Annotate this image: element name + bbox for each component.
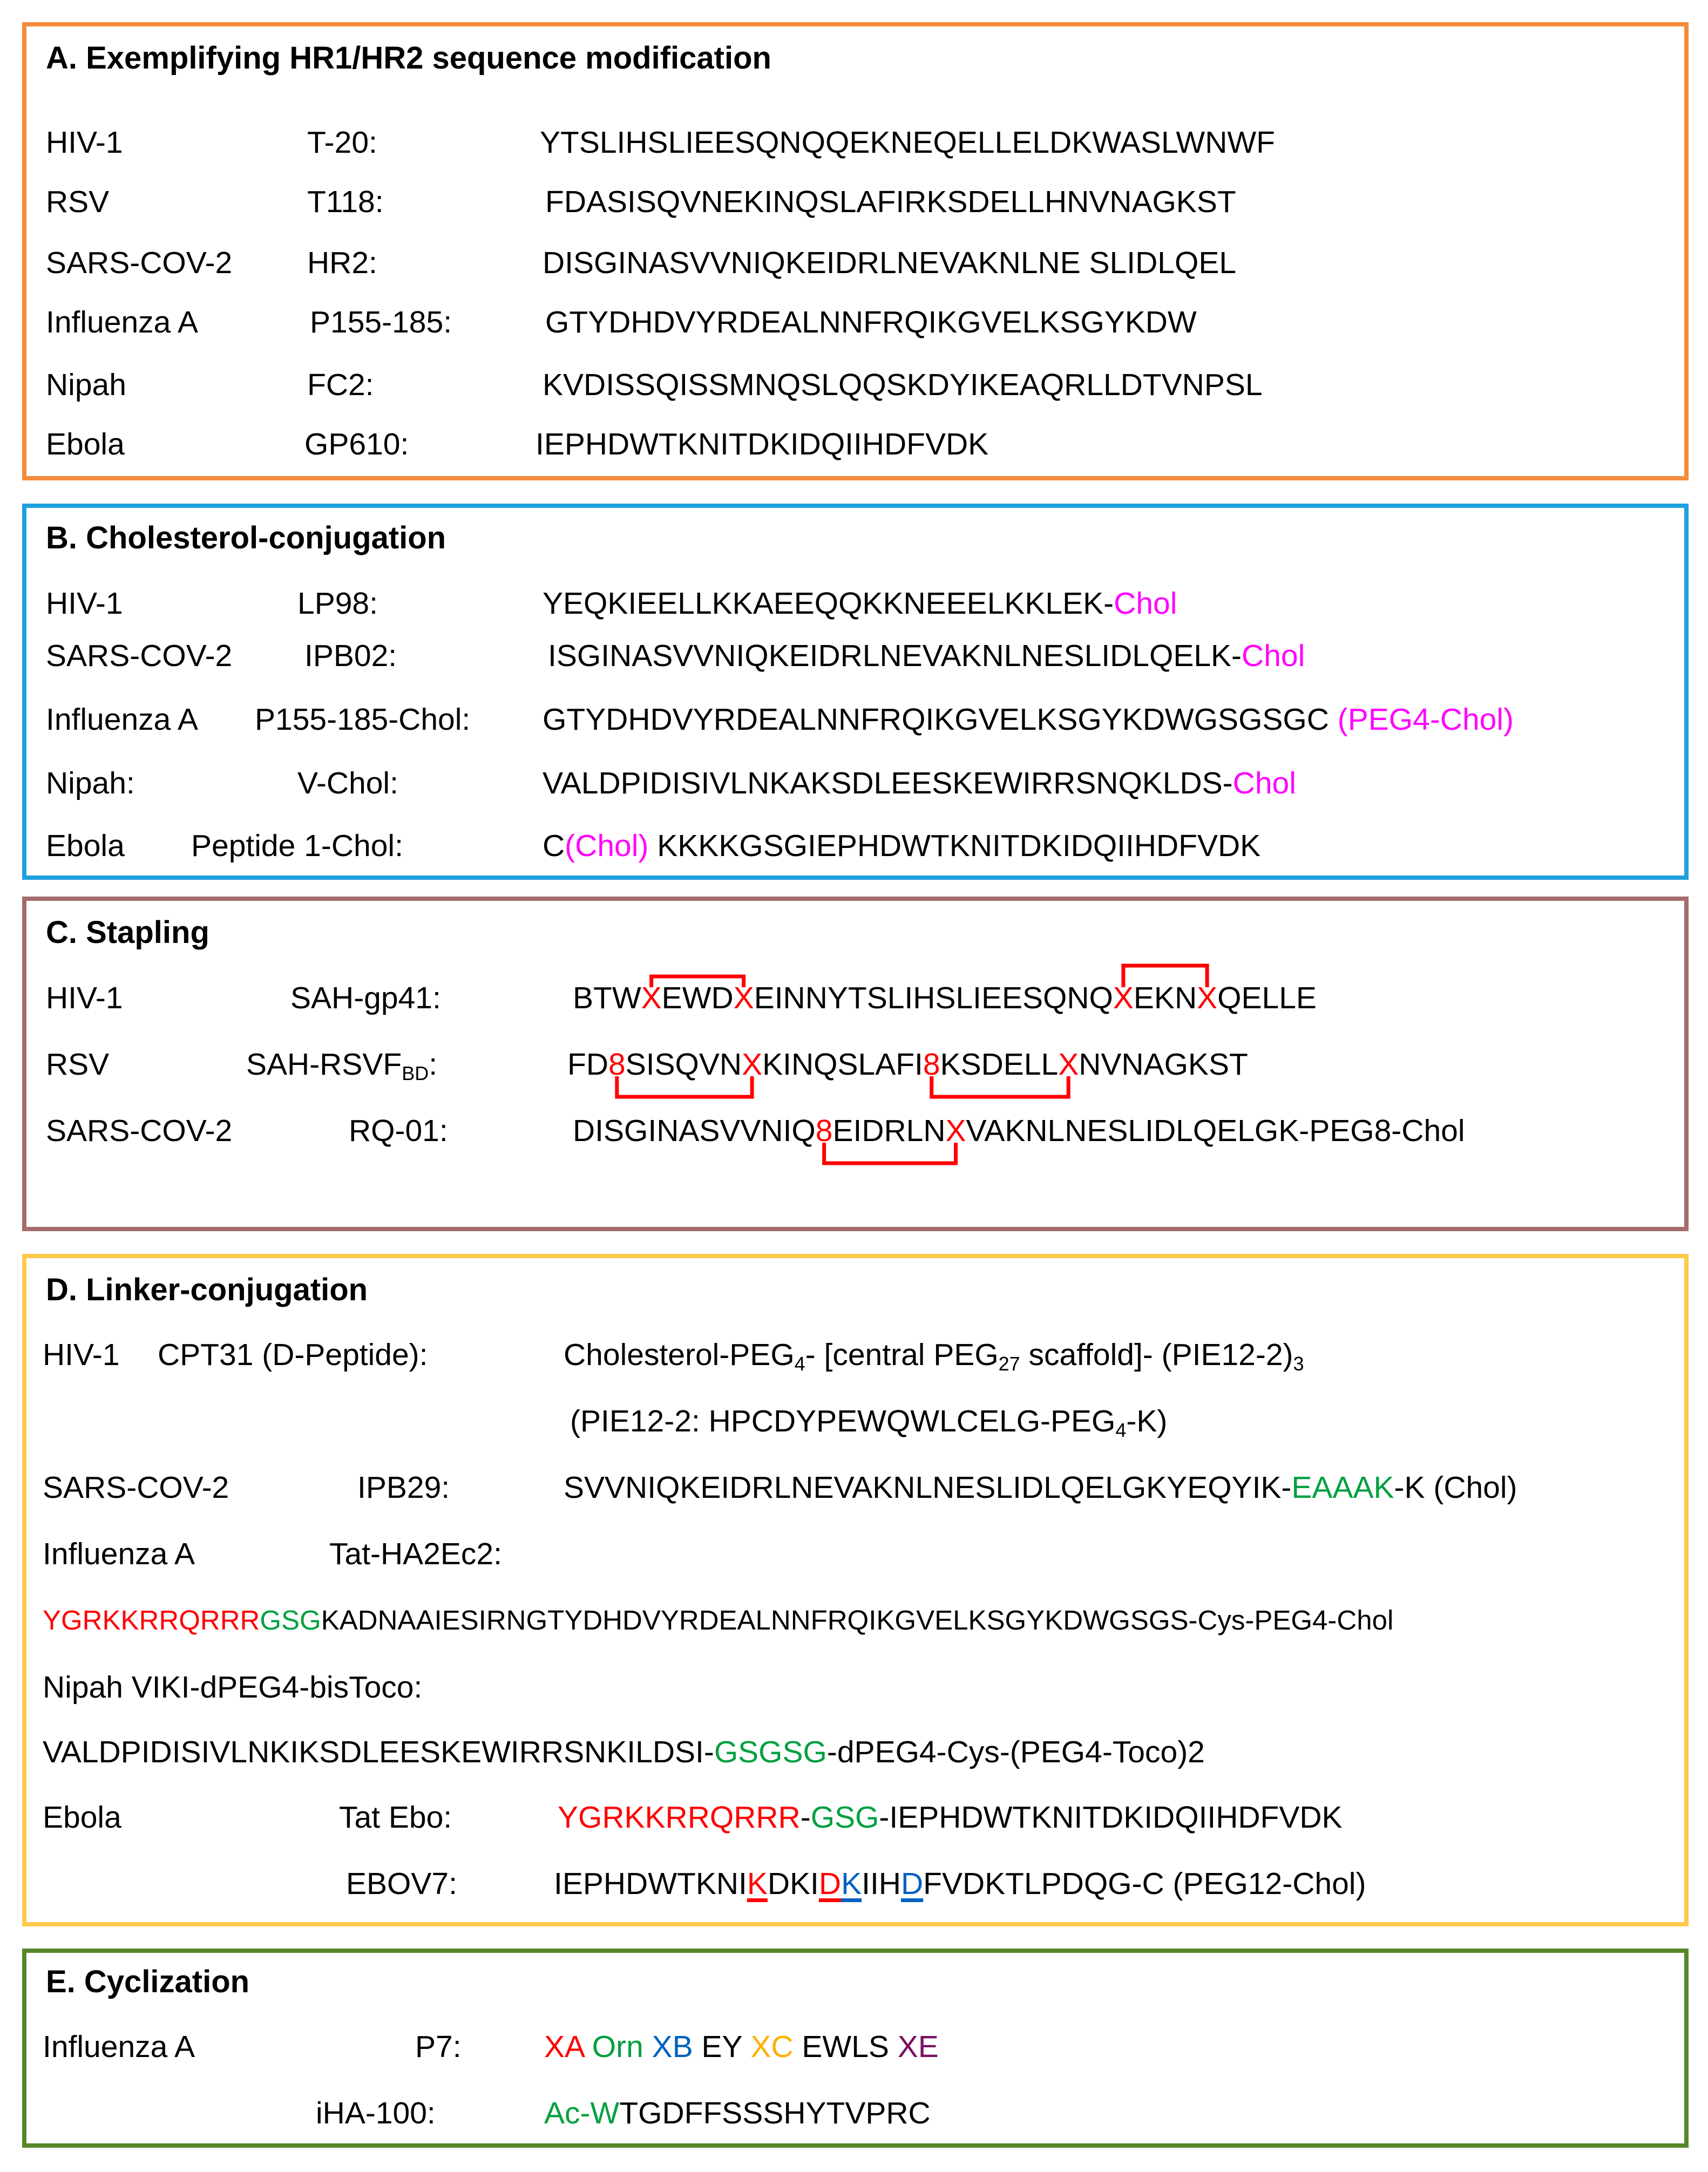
sequence-segment: SAH-RSVF [246, 1047, 402, 1082]
virus-label: SARS-COV-2 [46, 1114, 233, 1148]
virus-label: HIV-1 [46, 125, 123, 160]
sequence-segment: NVNAGKST [1079, 1047, 1248, 1082]
staple-residue: 8 [608, 1047, 626, 1082]
sequence-segment: RQ-01: [349, 1114, 448, 1148]
peptide-sequence [543, 244, 1236, 282]
highlighted-residues: XB [652, 2030, 693, 2064]
staple-residue: X [742, 1047, 763, 1082]
peptide-name: Tat Ebo: [339, 1800, 452, 1835]
sequence-segment: DISGINASVVNIQKEIDRLNEVAKNLNE SLIDLQEL [543, 246, 1237, 280]
peptide-sequence [545, 303, 1197, 341]
peptide-name: P7: [415, 2030, 462, 2064]
sequence-segment: KADNAAIESIRNGTYDHDVYRDEALNNFRQIKGVELKSGYKDWGSGS-Cys-PEG4-Chol [321, 1605, 1394, 1635]
peptide-sequence [543, 585, 1177, 622]
peptide-sequence [43, 1601, 1393, 1639]
virus-label: Nipah [46, 368, 126, 402]
peptide-sequence [558, 1798, 1343, 1836]
peptide-name: iHA-100: [316, 2096, 436, 2130]
section-e-title: E. Cyclization [46, 1964, 250, 1999]
peptide-sequence [544, 2094, 931, 2132]
highlighted-residues: Chol [1242, 639, 1305, 673]
sequence-segment: BD [402, 1062, 429, 1084]
peptide-name: FC2: [307, 368, 374, 402]
sequence-segment: KKKKGSGIEPHDWTKNITDKIDQIIHDFVDK [648, 829, 1261, 863]
sequence-segment: KINQSLAFI [762, 1047, 923, 1082]
highlighted-residues: K [841, 1866, 862, 1901]
highlighted-residues: YGRKKRRQRRR [43, 1605, 260, 1635]
highlighted-residues: GSG [810, 1800, 879, 1835]
sequence-segment: VAKNLNESLIDLQELGK-PEG8-Chol [966, 1114, 1465, 1148]
sequence-segment: -K) [1126, 1404, 1168, 1438]
peptide-sequence [544, 2028, 939, 2066]
highlighted-residues: GSGSG [714, 1735, 827, 1769]
highlighted-residues: (Chol) [565, 829, 649, 863]
peptide-name [290, 979, 441, 1017]
sequence-segment: 4 [794, 1353, 805, 1375]
sequence-segment: : [429, 1047, 438, 1082]
virus-label: Ebola [46, 427, 125, 461]
sequence-segment: 3 [1293, 1353, 1304, 1375]
section-d-title: D. Linker-conjugation [46, 1272, 368, 1307]
peptide-name: IPB02: [304, 639, 397, 673]
virus-label: Ebola [43, 1800, 121, 1835]
sequence-segment: IEPHDWTKNI [554, 1866, 747, 1901]
sequence-segment: SVVNIQKEIDRLNEVAKNLNESLIDLQELGKYEQYIK- [564, 1470, 1292, 1505]
peptide-sequence [543, 366, 1263, 404]
peptide-name: Peptide 1-Chol: [191, 829, 403, 863]
sequence-segment: - [central PEG [805, 1338, 999, 1372]
peptide-sequence [536, 425, 988, 463]
sequence-segment: KVDISSQISSMNQSLQQSKDYIKEAQRLLDTVNPSL [543, 368, 1263, 402]
peptide-sequence [540, 124, 1275, 161]
sequence-segment: 4 [1115, 1419, 1127, 1441]
sequence-segment: -K (Chol) [1394, 1470, 1517, 1505]
highlighted-residues: EAAAK [1291, 1470, 1394, 1505]
peptide-sequence [548, 637, 1305, 675]
virus-label: SARS-COV-2 [46, 639, 233, 673]
sequence-segment: GTYDHDVYRDEALNNFRQIKGVELKSGYKDW [545, 305, 1197, 340]
section-b-box [22, 504, 1689, 880]
sequence-segment: IIH [862, 1866, 901, 1901]
sequence-segment: C [543, 829, 565, 863]
sequence-segment: GTYDHDVYRDEALNNFRQIKGVELKSGYKDWGSGSGC [543, 702, 1338, 737]
virus-label: Nipah: [46, 766, 135, 800]
highlighted-residues: XC [750, 2030, 794, 2064]
sequence-segment: BTW [573, 981, 641, 1015]
sequence-segment: -dPEG4-Cys-(PEG4-Toco)2 [826, 1735, 1205, 1769]
highlighted-residues: Orn [592, 2030, 643, 2064]
peptide-sequence [573, 979, 1317, 1017]
peptide-name [349, 1112, 448, 1150]
virus-label: Influenza A [46, 305, 199, 340]
peptide-name: P155-185: [310, 305, 452, 340]
sequence-segment [643, 2030, 652, 2064]
highlighted-residues: XE [897, 2030, 939, 2064]
highlighted-residues: GSG [260, 1605, 321, 1635]
peptide-name: IPB29: [357, 1470, 450, 1505]
peptide-name: LP98: [297, 586, 378, 621]
sequence-segment: Cholesterol-PEG [564, 1338, 795, 1372]
sequence-segment [584, 2030, 592, 2064]
staple-residue: X [1113, 981, 1134, 1015]
sequence-segment: FVDKTLPDQG-C (PEG12-Chol) [923, 1866, 1366, 1901]
sequence-segment: TGDFFSSSHYTVPRC [619, 2096, 931, 2130]
sequence-segment: DKI [767, 1866, 819, 1901]
virus-label: SARS-COV-2 [43, 1470, 229, 1505]
peptide-name: V-Chol: [297, 766, 398, 800]
sequence-segment: EY [693, 2030, 751, 2064]
sequence-segment: SISQVN [625, 1047, 742, 1082]
staple-residue: X [733, 981, 754, 1015]
sequence-segment: 27 [998, 1353, 1020, 1375]
sequence-segment: scaffold]- (PIE12-2) [1020, 1338, 1293, 1372]
virus-label: SARS-COV-2 [46, 246, 233, 280]
highlighted-residues: XA [544, 2030, 584, 2064]
sequence-segment: SAH-gp41: [290, 981, 441, 1015]
peptide-name: CPT31 (D-Peptide): [158, 1338, 428, 1372]
peptide-name: T118: [307, 185, 384, 219]
peptide-sequence [543, 764, 1296, 802]
staple-residue: X [1197, 981, 1218, 1015]
highlighted-residues: Chol [1114, 586, 1177, 621]
highlighted-residues: (PEG4-Chol) [1337, 702, 1514, 737]
peptide-name: GP610: [304, 427, 409, 461]
peptide-sequence [573, 1112, 1465, 1150]
section-b-title: B. Cholesterol-conjugation [46, 520, 446, 555]
staple-residue: X [641, 981, 662, 1015]
virus-label: HIV-1 [46, 981, 123, 1015]
sequence-segment: DISGINASVVNIQ [573, 1114, 816, 1148]
sequence-segment: -IEPHDWTKNITDKIDQIIHDFVDK [879, 1800, 1343, 1835]
peptide-sequence [545, 183, 1236, 221]
sequence-segment: (PIE12-2: HPCDYPEWQWLCELG-PEG [570, 1404, 1116, 1438]
sequence-segment: EIDRLN [832, 1114, 946, 1148]
sequence-segment: EKN [1133, 981, 1197, 1015]
highlighted-residues: Ac-W [544, 2096, 620, 2130]
peptide-sequence [570, 1402, 1167, 1440]
virus-label: Influenza A [46, 702, 199, 737]
sequence-segment: EWD [661, 981, 734, 1015]
sequence-segment: VALDPIDISIVLNKAKSDLEESKEWIRRSNQKLDS- [543, 766, 1233, 800]
peptide-sequence [43, 1733, 1205, 1771]
highlighted-residues: K [747, 1866, 768, 1901]
sequence-segment: YEQKIEELLKKAEEQQKKNEEELKKLEK- [543, 586, 1114, 621]
peptide-sequence [564, 1336, 1304, 1374]
virus-label: RSV [46, 1047, 110, 1082]
section-c-title: C. Stapling [46, 915, 209, 950]
peptide-name: T-20: [307, 125, 377, 160]
peptide-sequence [543, 827, 1260, 865]
staple-residue: X [1058, 1047, 1079, 1082]
section-a-title: A. Exemplifying HR1/HR2 sequence modification [46, 40, 771, 76]
virus-label: HIV-1 [43, 1338, 120, 1372]
sequence-segment: QELLE [1217, 981, 1317, 1015]
sequence-segment: - [800, 1800, 811, 1835]
peptide-sequence [554, 1865, 1366, 1903]
virus-label: RSV [46, 185, 110, 219]
virus-label: Influenza A [43, 2030, 195, 2064]
peptide-sequence [567, 1046, 1248, 1083]
highlighted-residues: D [818, 1866, 842, 1901]
peptide-name: HR2: [307, 246, 377, 280]
highlighted-residues: D [900, 1866, 924, 1901]
sequence-segment: FD [567, 1047, 608, 1082]
sequence-segment: YTSLIHSLIEESQNQQEKNEQELLELDKWASLWNWF [540, 125, 1275, 160]
staple-residue: X [945, 1114, 966, 1148]
peptide-sequence [543, 701, 1514, 738]
sequence-segment: VALDPIDISIVLNKIKSDLEESKEWIRRSNKILDSI- [43, 1735, 714, 1769]
peptide-name [246, 1046, 437, 1083]
highlighted-residues: Chol [1232, 766, 1296, 800]
virus-label: Ebola [46, 829, 125, 863]
peptide-name: Tat-HA2Ec2: [329, 1537, 502, 1571]
virus-label: HIV-1 [46, 586, 123, 621]
sequence-segment: ISGINASVVNIQKEIDRLNEVAKNLNESLIDLQELK- [548, 639, 1242, 673]
peptide-name: P155-185-Chol: [255, 702, 471, 737]
sequence-segment: KSDELL [940, 1047, 1059, 1082]
peptide-sequence [564, 1469, 1517, 1506]
sequence-segment: FDASISQVNEKINQSLAFIRKSDELLHNVNAGKST [545, 185, 1236, 219]
virus-label: Nipah VIKI-dPEG4-bisToco: [43, 1670, 423, 1705]
highlighted-residues: YGRKKRRQRRR [558, 1800, 801, 1835]
peptide-name: EBOV7: [346, 1866, 457, 1901]
sequence-segment: EWLS [793, 2030, 898, 2064]
sequence-segment: EINNYTSLIHSLIEESQNQ [754, 981, 1113, 1015]
sequence-segment: IEPHDWTKNITDKIDQIIHDFVDK [536, 427, 989, 461]
staple-residue: 8 [923, 1047, 940, 1082]
virus-label: Influenza A [43, 1537, 195, 1571]
staple-residue: 8 [815, 1114, 833, 1148]
